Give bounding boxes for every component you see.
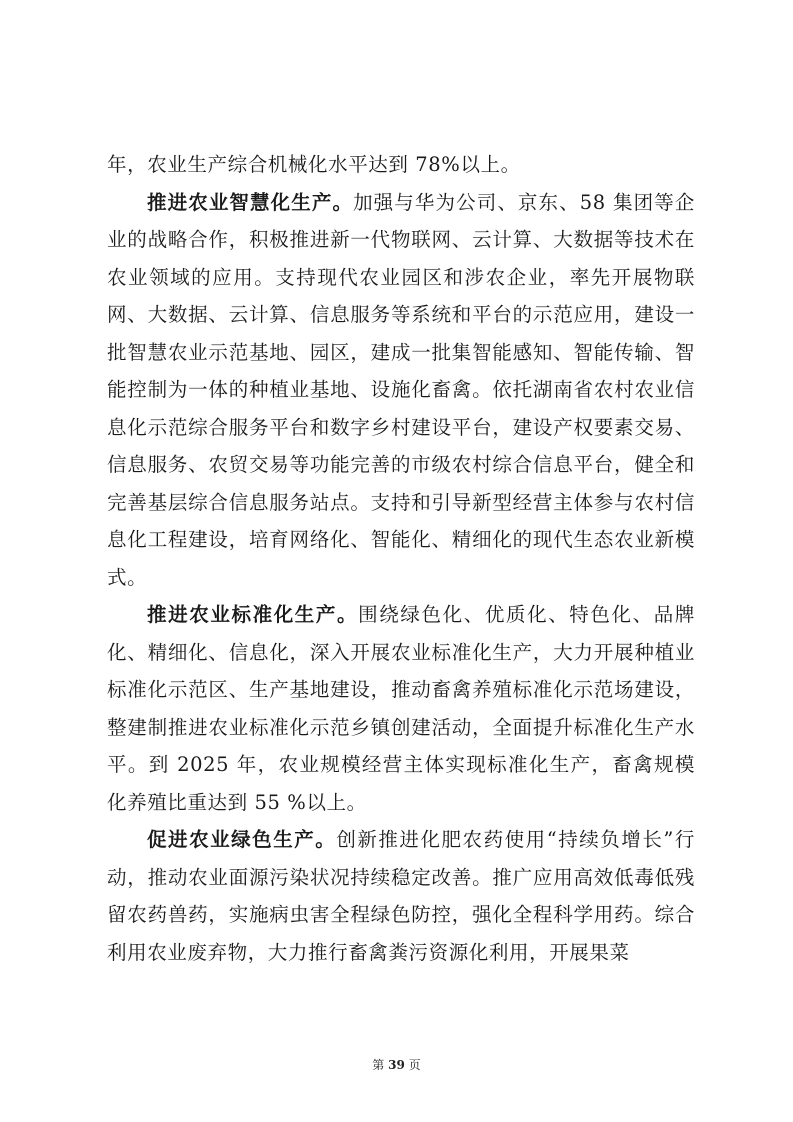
paragraph-heading: 推进农业标准化生产。 — [147, 603, 359, 626]
footer-prefix: 第 — [372, 1058, 385, 1072]
paragraph-smart-agriculture — [107, 184, 695, 597]
paragraph-heading: 推进农业智慧化生产。 — [147, 190, 354, 214]
paragraph-standardized-production — [107, 596, 695, 821]
footer-suffix: 页 — [408, 1058, 421, 1072]
paragraph-text: 加强与华为公司、京东、58 集团等企业的战略合作，积极推进新一代物联网、云计算、大数据等技术在农业领域的应用。支持现代农业园区和涉农企业，率先开展物联网、大数据、云计算、信息服务等系统和平台的示范应用，建设一批智慧农业示范基地、园区，建成一批集智能感知、智能传输、智能控制为一体的种植业基地、设施化畜禽。依托湖南省农村农业信息化示范综合服务平台和数字乡村建设平台，建设产权要素交易、信息服务、农贸交易等功能完善的市级农村综合信息平台，健全和完善基层综合信息服务站点。支持和引导新型经营主体参与农村信息化工程建设，培育网络化、智能化、精细化的现代生态农业新模式。 — [107, 190, 695, 589]
paragraph-text: 创新推进化肥农药使用“持续负增长”行动，推动农业面源污染状况持续稳定改善。推广应用高效低毒低残留农药兽药，实施病虫害全程绿色防控，强化全程科学用药。综合利用农业废弃物，大力推行畜禽粪污资源化利用，开展果菜 — [107, 828, 695, 964]
paragraph-heading: 促进农业绿色生产。 — [147, 828, 337, 851]
paragraph-text: 围绕绿色化、优质化、特色化、品牌化、精细化、信息化，深入开展农业标准化生产，大力开展种植业标准化示范区、生产基地建设，推动畜禽养殖标准化示范场建设，整建制推进农业标准化示范乡镇创建活动，全面提升标准化生产水平。到 2025 年，农业规模经营主体实现标准化生产，畜禽规模化养殖比重达到 55 %以上。 — [107, 603, 695, 814]
paragraph-text: 年，农业生产综合机械化水平达到 78%以上。 — [107, 153, 521, 176]
page-footer — [0, 1056, 793, 1073]
page-number: 39 — [388, 1058, 405, 1072]
paragraph-continuation — [107, 146, 695, 184]
paragraph-green-production — [107, 821, 695, 971]
body-text — [107, 146, 695, 971]
